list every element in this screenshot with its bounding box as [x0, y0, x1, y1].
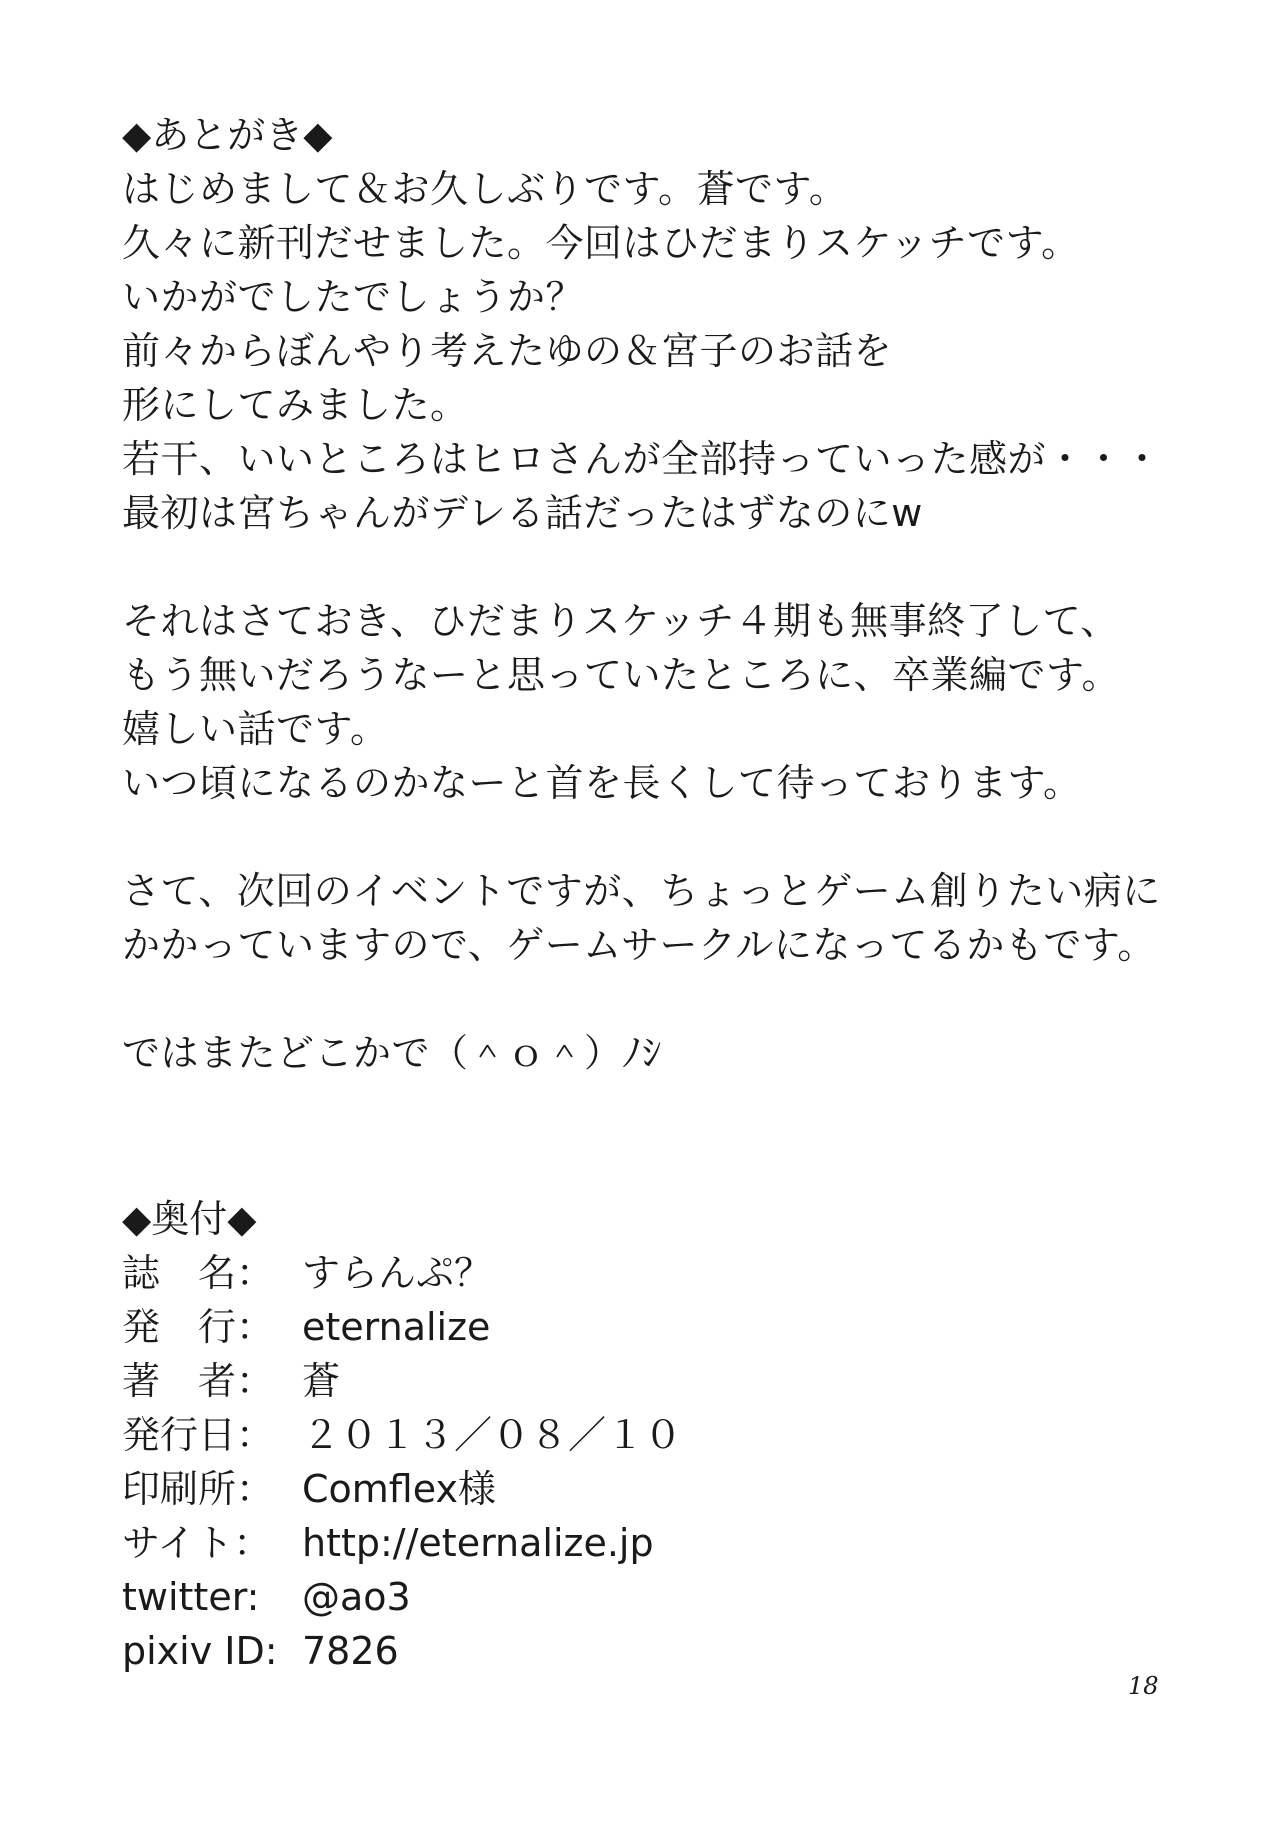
colophon-label: twitter: — [122, 1575, 260, 1619]
colophon-row-date — [122, 1408, 1122, 1462]
page-number: 18 — [1128, 1672, 1159, 1700]
colophon-value: http://eternalize.jp — [302, 1521, 654, 1565]
colophon-row-pixiv — [122, 1624, 1122, 1678]
colophon-section — [122, 1192, 1122, 1678]
colophon-value: eternalize — [302, 1305, 491, 1349]
text-line: いかがでしたでしょうか？ — [122, 275, 585, 319]
colophon-value: 蒼 — [302, 1359, 341, 1403]
colophon-value: すらんぷ？ — [302, 1251, 493, 1295]
afterword-paragraph — [122, 162, 1202, 540]
afterword-section — [122, 108, 1202, 1080]
colophon-row-author — [122, 1354, 1122, 1408]
text-line: さて、次回のイベントですが、ちょっとゲーム創りたい病に — [122, 869, 1161, 913]
text-line: もう無いだろうなーと思っていたところに、卒業編です。 — [122, 653, 1120, 697]
paragraph-gap — [122, 540, 1202, 594]
colophon-row-printer — [122, 1462, 1122, 1516]
text-line: 嬉しい話です。 — [122, 707, 389, 751]
text-line: ではまたどこかで（＾ｏ＾）ﾉｼ — [122, 1031, 662, 1075]
text-line: 若干、いいところはヒロさんが全部持っていった感が・・・ — [122, 437, 1162, 481]
afterword-heading: ◆あとがき◆ — [122, 113, 333, 157]
text-line: いつ頃になるのかなーと首を長くして待っております。 — [122, 761, 1082, 805]
paragraph-gap — [122, 972, 1202, 1026]
colophon-value: 7826 — [302, 1629, 399, 1673]
afterword-paragraph — [122, 864, 1202, 972]
text-line: 最初は宮ちゃんがデレる話だったはずなのにw — [122, 491, 923, 535]
text-line: かかっていますので、ゲームサークルになってるかもです。 — [122, 923, 1156, 967]
colophon-value: Comflex様 — [302, 1467, 496, 1511]
colophon-row-title — [122, 1246, 1122, 1300]
text-line: 久々に新刊だせました。今回はひだまりスケッチです。 — [122, 221, 1080, 265]
colophon-row-publisher — [122, 1300, 1122, 1354]
colophon-label: 発 行： — [122, 1305, 275, 1349]
colophon-value: ２０１３／０８／１０ — [302, 1413, 683, 1457]
text-line: はじめまして＆お久しぶりです。蒼です。 — [122, 167, 848, 211]
afterword-paragraph — [122, 1026, 1202, 1080]
colophon-label: pixiv ID: — [122, 1629, 278, 1673]
paragraph-gap — [122, 810, 1202, 864]
text-line: それはさておき、ひだまりスケッチ４期も無事終了して、 — [122, 599, 1119, 643]
colophon-heading: ◆奥付◆ — [122, 1197, 257, 1241]
colophon-label: 発行日： — [122, 1413, 275, 1457]
colophon-row-site — [122, 1516, 1122, 1570]
colophon-label: 誌 名： — [122, 1251, 275, 1295]
text-line: 前々からぼんやり考えたゆの＆宮子のお話を — [122, 329, 893, 373]
colophon-label: サイト： — [122, 1521, 272, 1565]
text-line: 形にしてみました。 — [122, 383, 469, 427]
colophon-value: @ao3 — [302, 1575, 411, 1619]
colophon-label: 印刷所： — [122, 1467, 275, 1511]
colophon-row-twitter — [122, 1570, 1122, 1624]
afterword-paragraph — [122, 594, 1202, 810]
colophon-label: 著 者： — [122, 1359, 275, 1403]
